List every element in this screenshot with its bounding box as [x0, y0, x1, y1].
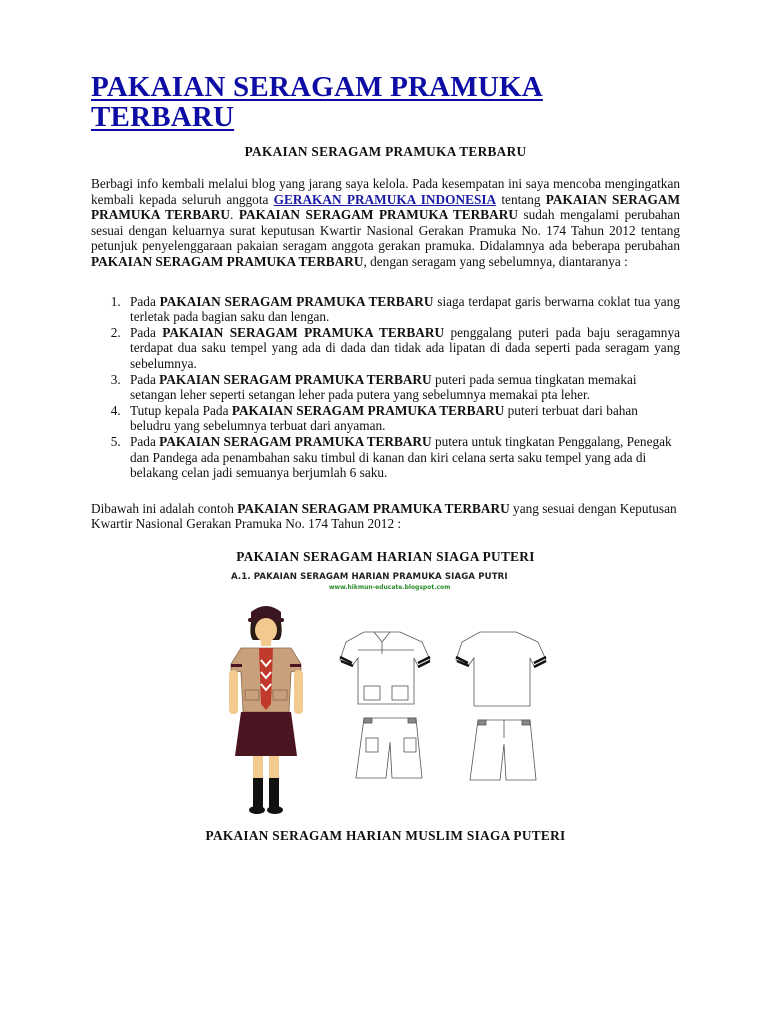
document-title: PAKAIAN SERAGAM PRAMUKA TERBARU — [91, 71, 543, 133]
scout-girl-illustration — [201, 594, 331, 824]
intro-text: , dengan seragam yang sebelumnya, diantaranya : — [363, 253, 628, 269]
intro-text: . — [230, 207, 239, 223]
document-subtitle: PAKAIAN SERAGAM PRAMUKA TERBARU — [244, 144, 527, 159]
list-text: Pada — [130, 293, 160, 309]
list-item — [124, 325, 680, 372]
section-title-muslim-siaga-puteri: PAKAIAN SERAGAM HARIAN MUSLIM SIAGA PUTERI — [205, 828, 566, 843]
intro-text: tentang — [496, 191, 546, 207]
figure-url: www.hikmun-educate.blogspot.com — [329, 583, 451, 591]
intro-text: sudah mengalami perubahan sesuai dengan keluarnya surat keputusan Kwartir Nasional Gerakan Pramuka No. 174 Tahun 2012 tentang petunjuk penyelenggaraan pakaian seragam anggota gerakan pramuka. Didalamnya ada beberapa perubahan — [91, 207, 680, 254]
intro-bold: PAKAIAN SERAGAM PRAMUKA TERBARU — [91, 253, 364, 269]
list-bold: PAKAIAN SERAGAM PRAMUKA TERBARU — [159, 433, 432, 449]
list-item — [124, 434, 680, 481]
section-title-siaga-puteri: PAKAIAN SERAGAM HARIAN SIAGA PUTERI — [236, 548, 535, 564]
uniform-sketch-illustration — [330, 614, 550, 784]
list-text: puteri terbuat dari bahan beludru yang sebelumnya terbuat dari anyaman. — [130, 402, 638, 434]
list-text: putera untuk tingkatan Penggalang, Penegak dan Pandega ada penambahan saku timbul di kanan dan kiri celana serta saku tempel yang ada di belakang celan jadi semuanya berjumlah 6 saku. — [130, 433, 672, 481]
list-text: penggalang puteri pada baju seragamnya terdapat dua saku tempel yang ada di dada dan tidak ada lipatan di dada seperti pada seragam yang sebelumnya. — [130, 324, 680, 371]
intro-bold: PAKAIAN SERAGAM PRAMUKA TERBARU — [91, 191, 680, 223]
list-text: siaga terdapat garis berwarna coklat tua yang terletak pada bagian saku dan lengan. — [130, 293, 680, 325]
list-text: Tutup kepala Pada — [130, 402, 232, 418]
closing-text: Dibawah ini adalah contoh — [91, 500, 238, 516]
list-item — [124, 403, 680, 434]
gerakan-pramuka-link[interactable]: GERAKAN PRAMUKA INDONESIA — [273, 191, 497, 207]
closing-bold: PAKAIAN SERAGAM PRAMUKA TERBARU — [237, 500, 510, 516]
document-page — [91, 71, 680, 843]
changes-list — [91, 294, 680, 481]
list-bold: PAKAIAN SERAGAM PRAMUKA TERBARU — [162, 324, 445, 340]
uniform-figure — [217, 572, 527, 832]
list-text: puteri pada semua tingkatan memakai setangan leher seperti setangan leher pada putera yang sebelumnya memakai pta leher. — [130, 371, 637, 403]
list-bold: PAKAIAN SERAGAM PRAMUKA TERBARU — [159, 293, 434, 309]
list-item — [124, 294, 680, 325]
intro-bold: PAKAIAN SERAGAM PRAMUKA TERBARU — [238, 207, 518, 223]
list-text: Pada — [130, 433, 160, 449]
closing-text: yang sesuai dengan Keputusan Kwartir Nasional Gerakan Pramuka No. 174 Tahun 2012 : — [91, 500, 677, 532]
list-bold: PAKAIAN SERAGAM PRAMUKA TERBARU — [231, 402, 505, 418]
list-item — [124, 372, 680, 403]
intro-text: Berbagi info kembali melalui blog yang jarang saya kelola. Pada kesempatan ini saya mencoba mengingatkan kembali kepada seluruh anggota — [91, 176, 680, 207]
list-text: Pada — [130, 324, 163, 340]
figure-caption: A.1. PAKAIAN SERAGAM HARIAN PRAMUKA SIAGA PUTRI — [231, 571, 508, 582]
closing-paragraph — [91, 501, 680, 532]
list-bold: PAKAIAN SERAGAM PRAMUKA TERBARU — [159, 371, 432, 387]
intro-paragraph — [91, 176, 680, 270]
list-text: Pada — [130, 371, 160, 387]
